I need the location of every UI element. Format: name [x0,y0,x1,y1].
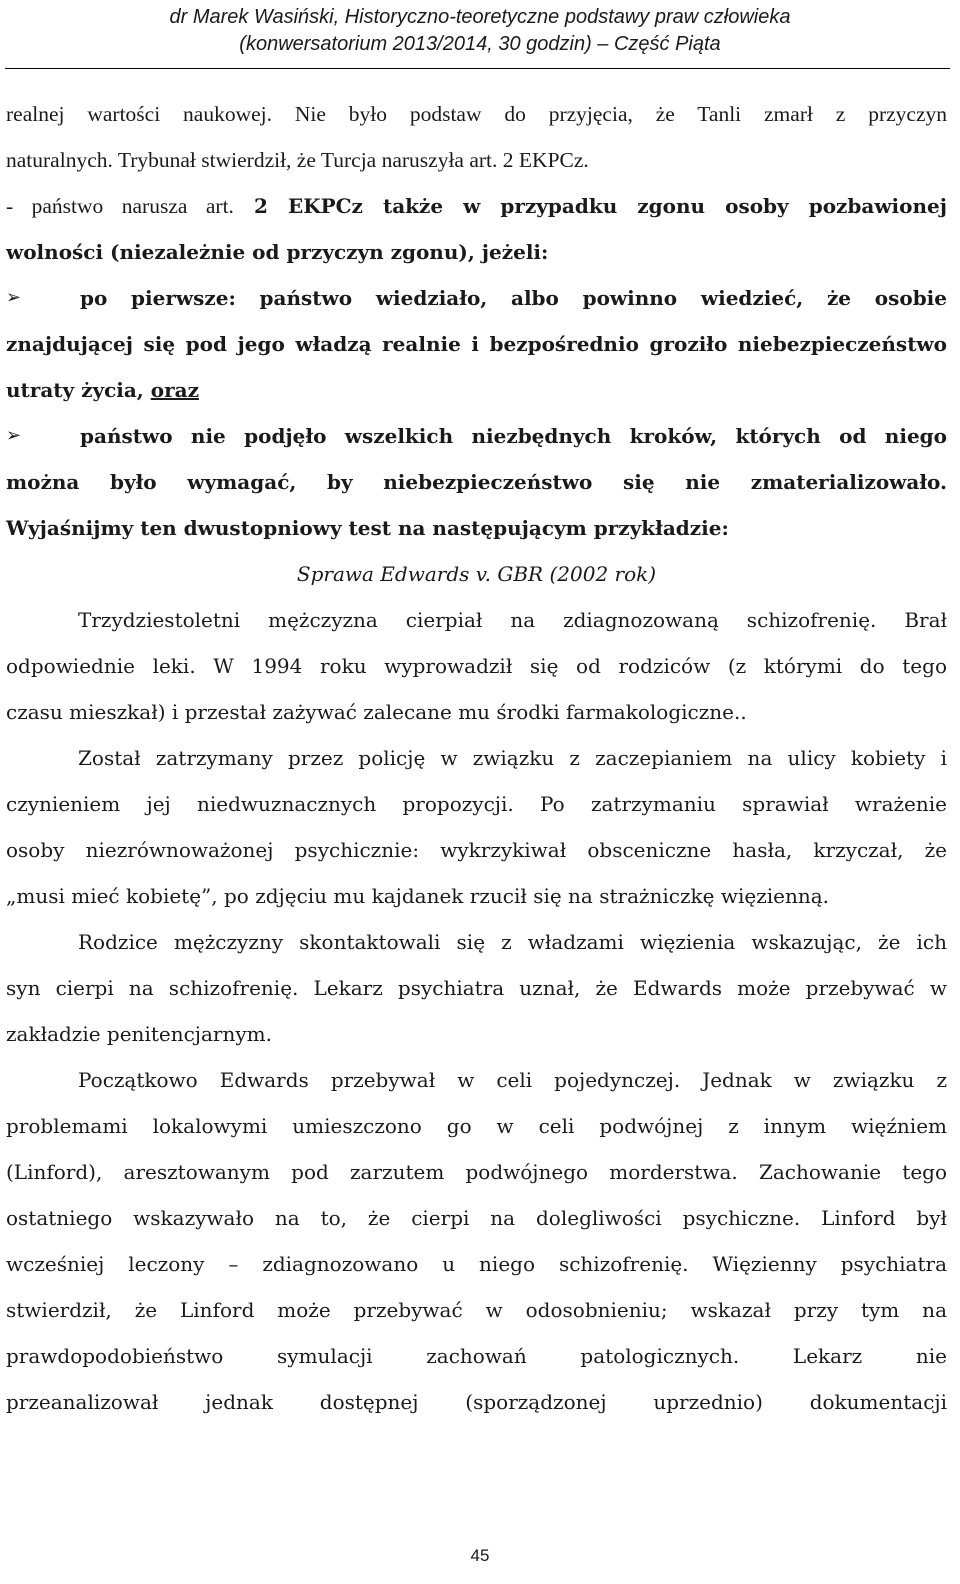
p2-line-3: osoby niezrównoważonej psychicznie: wykrzykiwał obsceniczne hasła, krzyczał, że [6,838,947,862]
rule-line-2: wolności (niezależnie od przyczyn zgonu), jeżeli: [6,240,549,264]
bullet-1-line-1 [6,275,947,321]
paragraph-3 [6,919,947,1057]
paragraph-2 [6,735,947,919]
p2-line-1: Został zatrzymany przez policję w związku z zaczepianiem na ulicy kobiety i [78,746,947,770]
p4-line-2: problemami lokalowymi umieszczono go w celi podwójnej z innym więźniem [6,1114,947,1138]
arrow-bullet-icon: ➢ [6,287,22,308]
intro-line-2: naturalnych. Trybunał stwierdził, że Turcja naruszyła art. 2 EKPCz. [6,148,589,172]
rule-line-1-normal: - państwo narusza art. [6,194,234,218]
page-number: 45 [470,1546,490,1565]
p1-line-2: odpowiednie leki. W 1994 roku wyprowadził się od rodziców (z którymi do tego [6,654,947,678]
p4-line-5: wcześniej leczony – zdiagnozowano u niego schizofrenię. Więzienny psychiatra [6,1252,947,1276]
rule-line-1-bold: 2 EKPCz także w przypadku zgonu osoby pozbawionej [233,194,947,218]
p3-line-3: zakładzie penitencjarnym. [6,1022,272,1046]
bullet-1-text: po pierwsze: państwo wiedziało, albo powinno wiedzieć, że osobie [80,286,947,310]
p4-line-3: (Linford), aresztowanym pod zarzutem podwójnego morderstwa. Zachowanie tego [6,1160,947,1184]
test-line: Wyjaśnijmy ten dwustopniowy test na następującym przykładzie: [6,516,729,540]
p4-line-6: stwierdził, że Linford może przebywać w odosobnieniu; wskazał przy tym na [6,1298,947,1322]
paragraph-4 [6,1057,947,1425]
case-title: Sprawa Edwards v. GBR (2002 rok) [296,562,657,586]
page-body [6,91,947,1425]
arrow-bullet-icon: ➢ [6,425,22,446]
p4-line-1: Początkowo Edwards przebywał w celi pojedynczej. Jednak w związku z [78,1068,947,1092]
bullet-2-line-2: można było wymagać, by niebezpieczeństwo się nie zmaterializowało. [6,470,947,494]
p4-line-8: przeanalizował jednak dostępnej (sporządzonej uprzednio) dokumentacji [6,1390,947,1414]
p1-line-3: czasu mieszkał) i przestał zażywać zalecane mu środki farmakologiczne.. [6,700,747,724]
bullet-2-line-1 [6,413,947,459]
p2-line-2: czynieniem jej niedwuznacznych propozycji. Po zatrzymaniu sprawiał wrażenie [6,792,947,816]
paragraph-1 [6,597,947,735]
page-header [0,4,960,58]
bullet-1-line-2: znajdującej się pod jego władzą realnie i bezpośrednio groziło niebezpieczeństwo [6,332,947,356]
p4-line-7: prawdopodobieństwo symulacji zachowań patologicznych. Lekarz nie [6,1344,947,1368]
rule-line-1 [6,183,947,229]
intro-line-1: realnej wartości naukowej. Nie było podstaw do przyjęcia, że Tanli zmarł z przyczyn [6,102,947,126]
p3-line-2: syn cierpi na schizofrenię. Lekarz psychiatra uznał, że Edwards może przebywać w [6,976,947,1000]
bullet-2-text: państwo nie podjęło wszelkich niezbędnych kroków, których od niego [80,424,947,448]
p2-line-4: „musi mieć kobietę”, po zdjęciu mu kajdanek rzucił się na strażniczkę więzienną. [6,884,830,908]
p4-line-4: ostatniego wskazywało na to, że cierpi na dolegliwości psychiczne. Linford był [6,1206,947,1230]
header-line-1: dr Marek Wasiński, Historyczno-teoretyczne podstawy praw człowieka [169,6,791,28]
header-rule [5,68,950,69]
p3-line-1: Rodzice mężczyzny skontaktowali się z władzami więzienia wskazując, że ich [78,930,947,954]
header-line-2: (konwersatorium 2013/2014, 30 godzin) – Część Piąta [239,33,721,55]
bullet-1-underlined: oraz [150,378,199,402]
p1-line-1: Trzydziestoletni mężczyzna cierpiał na zdiagnozowaną schizofrenię. Brał [78,608,947,632]
bullet-1-line-3 [6,367,947,413]
bullet-1-last-text: utraty życia, [6,378,151,402]
